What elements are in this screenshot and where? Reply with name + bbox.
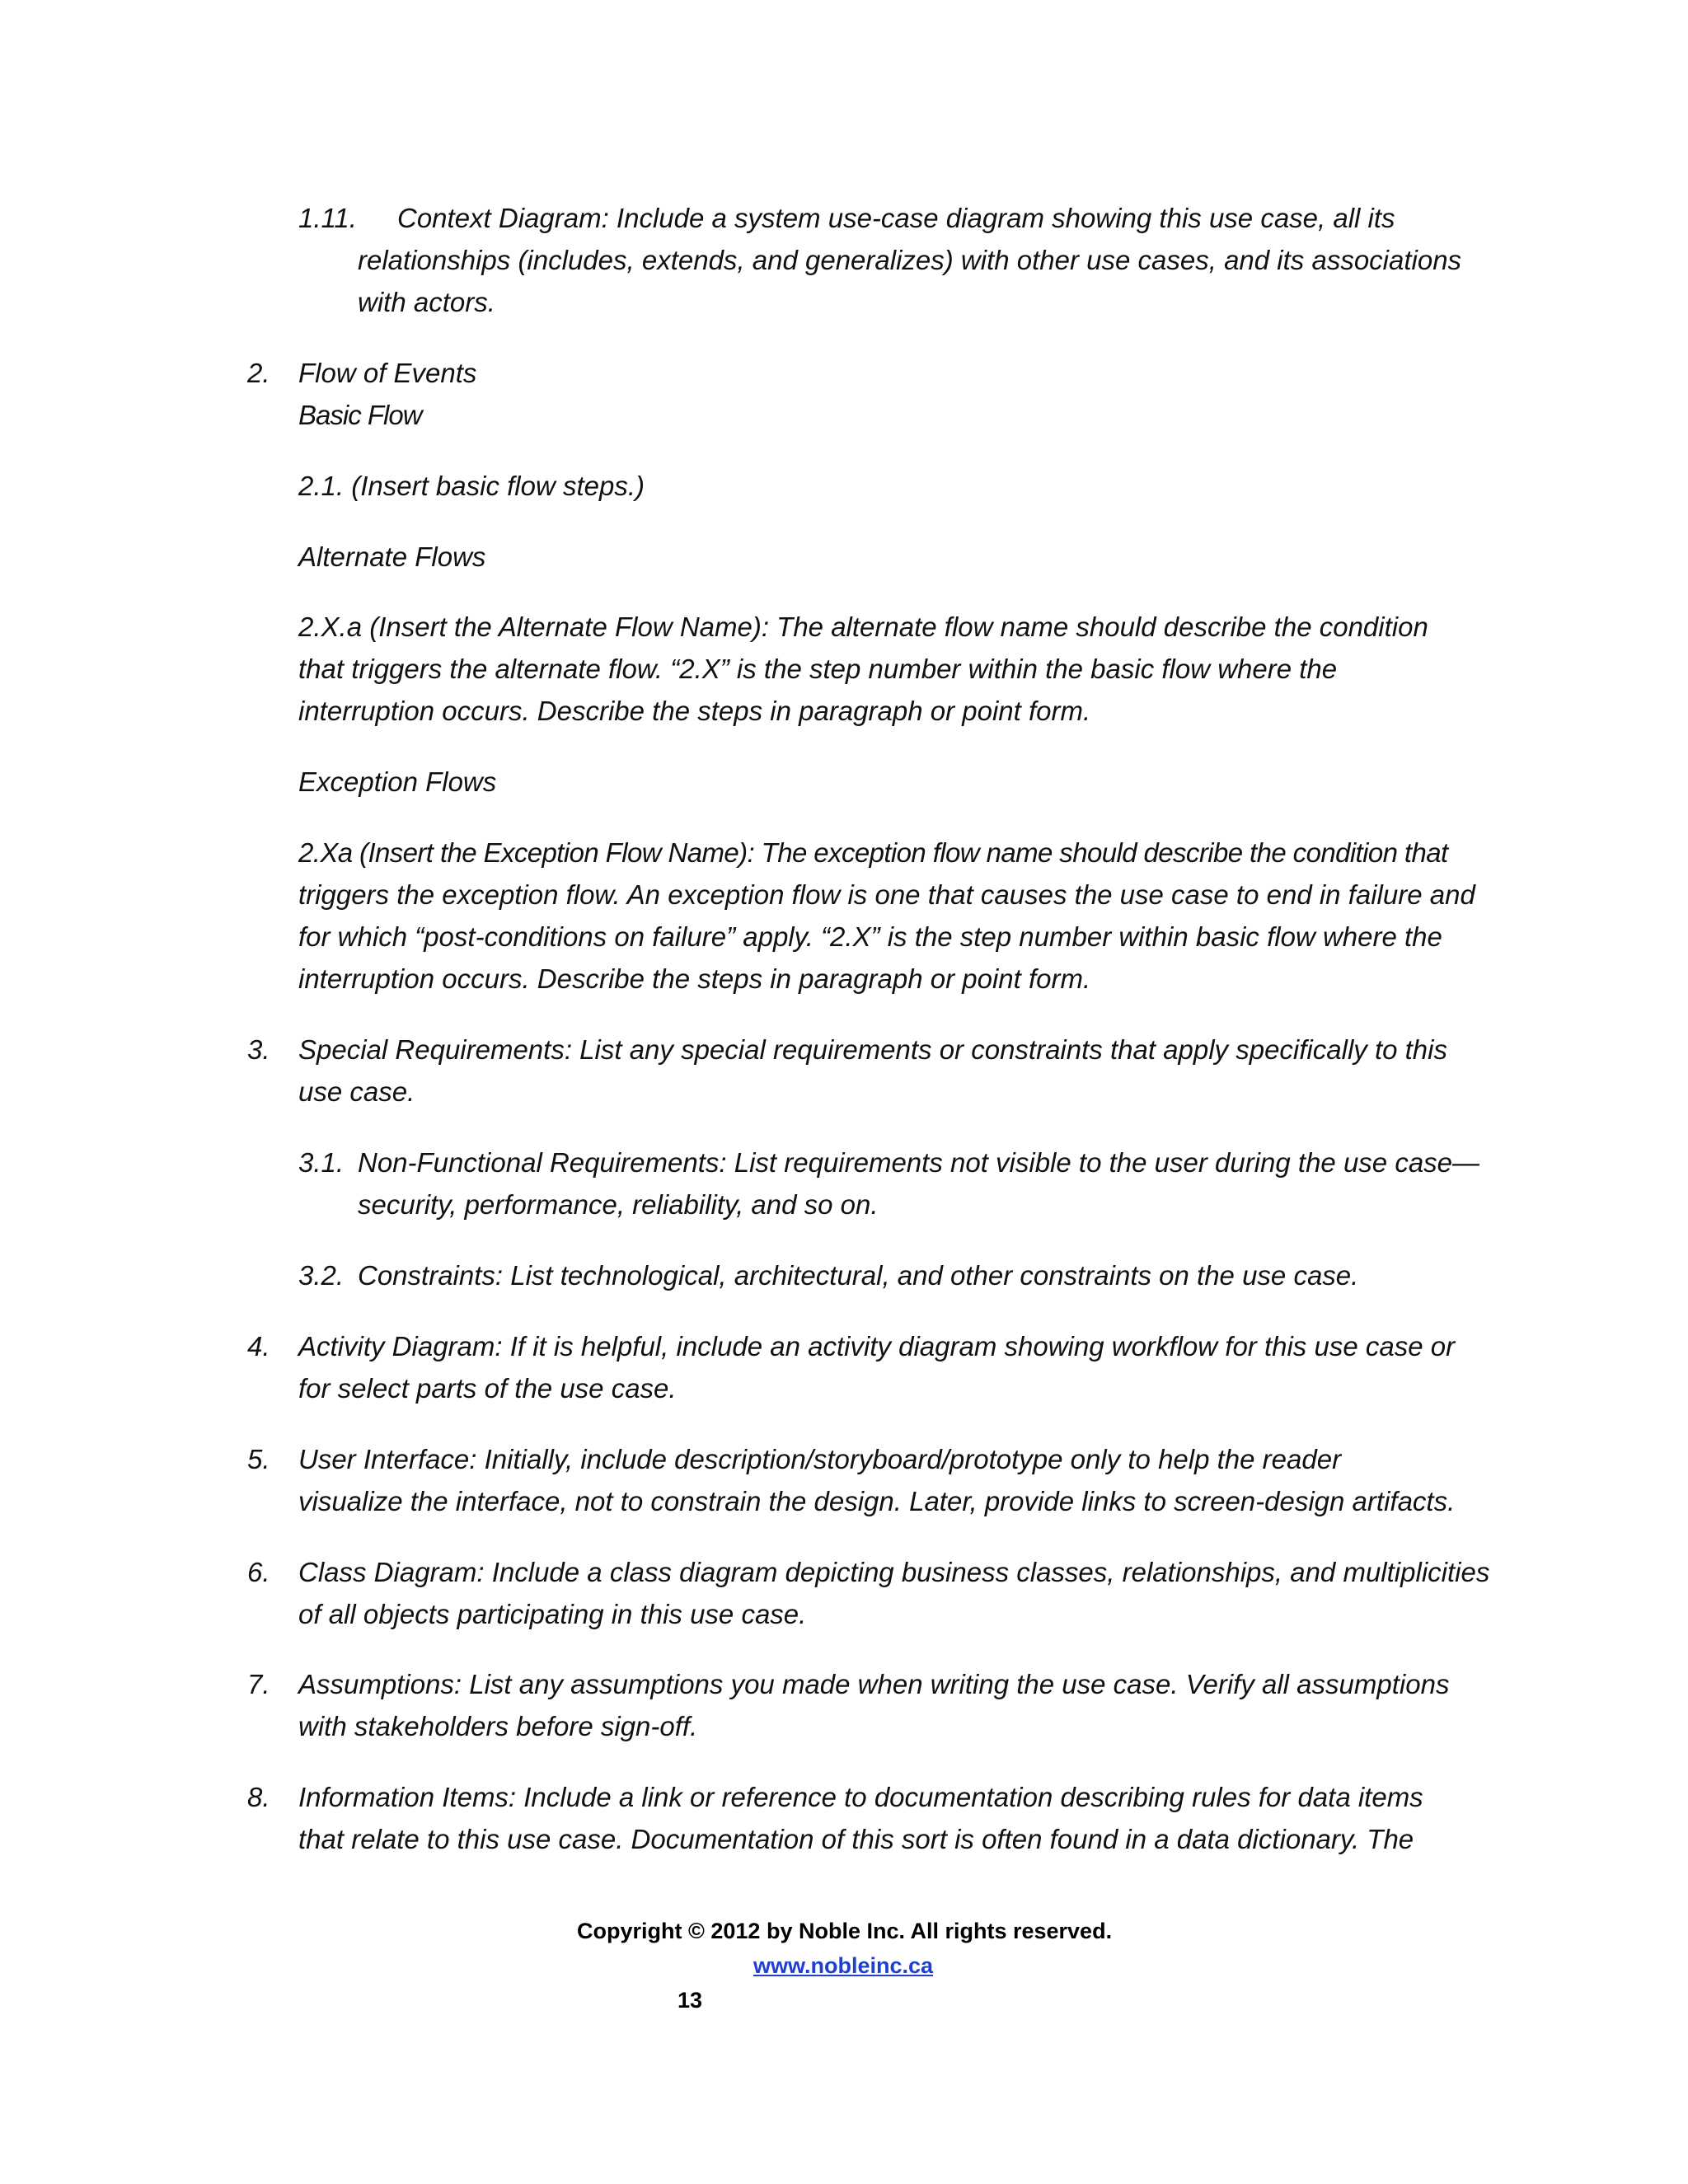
- item-2-number: 2.: [247, 358, 270, 388]
- item-5-line-2: visualize the interface, not to constrain the design. Later, provide links to screen-design artifacts.: [298, 1486, 1456, 1516]
- alternate-flow-line-3: interruption occurs. Describe the steps in paragraph or point form.: [298, 696, 1091, 726]
- item-3-2-line-1: Constraints: List technological, architectural, and other constraints on the use case.: [358, 1260, 1359, 1291]
- step-2-1: 2.1. (Insert basic flow steps.): [298, 471, 645, 501]
- footer-website-link[interactable]: www.nobleinc.ca: [753, 1953, 934, 1978]
- item-8-line-2: that relate to this use case. Documentation of this sort is often found in a data dictionary. The: [298, 1824, 1414, 1854]
- item-2-title: Flow of Events: [298, 358, 477, 388]
- item-3-line-2: use case.: [298, 1076, 415, 1107]
- item-7-line-1: Assumptions: List any assumptions you made when writing the use case. Verify all assumptions: [298, 1669, 1450, 1699]
- exception-flow-line-3: for which “post-conditions on failure” apply. “2.X” is the step number within basic flow where the: [298, 921, 1442, 952]
- basic-flow-heading: Basic Flow: [298, 400, 422, 430]
- item-6-number: 6.: [247, 1557, 270, 1587]
- item-3-1-number: 3.1.: [298, 1147, 345, 1178]
- item-1-11-line-1: Context Diagram: Include a system use-case diagram showing this use case, all its: [397, 203, 1395, 233]
- item-7-line-2: with stakeholders before sign-off.: [298, 1711, 698, 1741]
- exception-flow-line-2: triggers the exception flow. An exception flow is one that causes the use case to end in failure and: [298, 879, 1475, 910]
- item-8-number: 8.: [247, 1782, 270, 1812]
- item-3-1-line-2: security, performance, reliability, and so on.: [358, 1189, 879, 1220]
- item-6-line-1: Class Diagram: Include a class diagram depicting business classes, relationships, and multiplicities: [298, 1557, 1490, 1587]
- item-5-line-1: User Interface: Initially, include description/storyboard/prototype only to help the reader: [298, 1444, 1342, 1474]
- item-1-11-number: 1.11.: [298, 203, 357, 233]
- page-number: 13: [678, 1988, 703, 2013]
- item-8-line-1: Information Items: Include a link or reference to documentation describing rules for data items: [298, 1782, 1423, 1812]
- item-3-number: 3.: [247, 1034, 270, 1065]
- alternate-flows-heading: Alternate Flows: [298, 541, 486, 572]
- alternate-flow-line-2: that triggers the alternate flow. “2.X” is the step number within the basic flow where the: [298, 654, 1338, 684]
- exception-flow-line-4: interruption occurs. Describe the steps in paragraph or point form.: [298, 963, 1091, 994]
- exception-flows-heading: Exception Flows: [298, 766, 497, 797]
- item-5-number: 5.: [247, 1444, 270, 1474]
- item-4-line-2: for select parts of the use case.: [298, 1373, 677, 1404]
- item-4-line-1: Activity Diagram: If it is helpful, include an activity diagram showing workflow for this use case or: [298, 1331, 1456, 1361]
- item-4-number: 4.: [247, 1331, 270, 1361]
- footer-copyright: Copyright © 2012 by Noble Inc. All rights reserved.: [577, 1919, 1113, 1943]
- item-7-number: 7.: [247, 1669, 270, 1699]
- alternate-flow-line-1: 2.X.a (Insert the Alternate Flow Name): The alternate flow name should describe the condition: [298, 612, 1428, 642]
- item-3-2-number: 3.2.: [298, 1260, 345, 1291]
- item-1-11-line-2: relationships (includes, extends, and generalizes) with other use cases, and its associations: [358, 245, 1462, 275]
- exception-flow-line-1: 2.Xa (Insert the Exception Flow Name): The exception flow name should describe the condition that: [298, 837, 1448, 868]
- item-3-line-1: Special Requirements: List any special requirements or constraints that apply specifically to this: [298, 1034, 1447, 1065]
- item-3-1-line-1: Non-Functional Requirements: List requirements not visible to the user during the use case—: [358, 1147, 1480, 1178]
- item-6-line-2: of all objects participating in this use case.: [298, 1599, 807, 1629]
- item-1-11-line-3: with actors.: [358, 287, 495, 317]
